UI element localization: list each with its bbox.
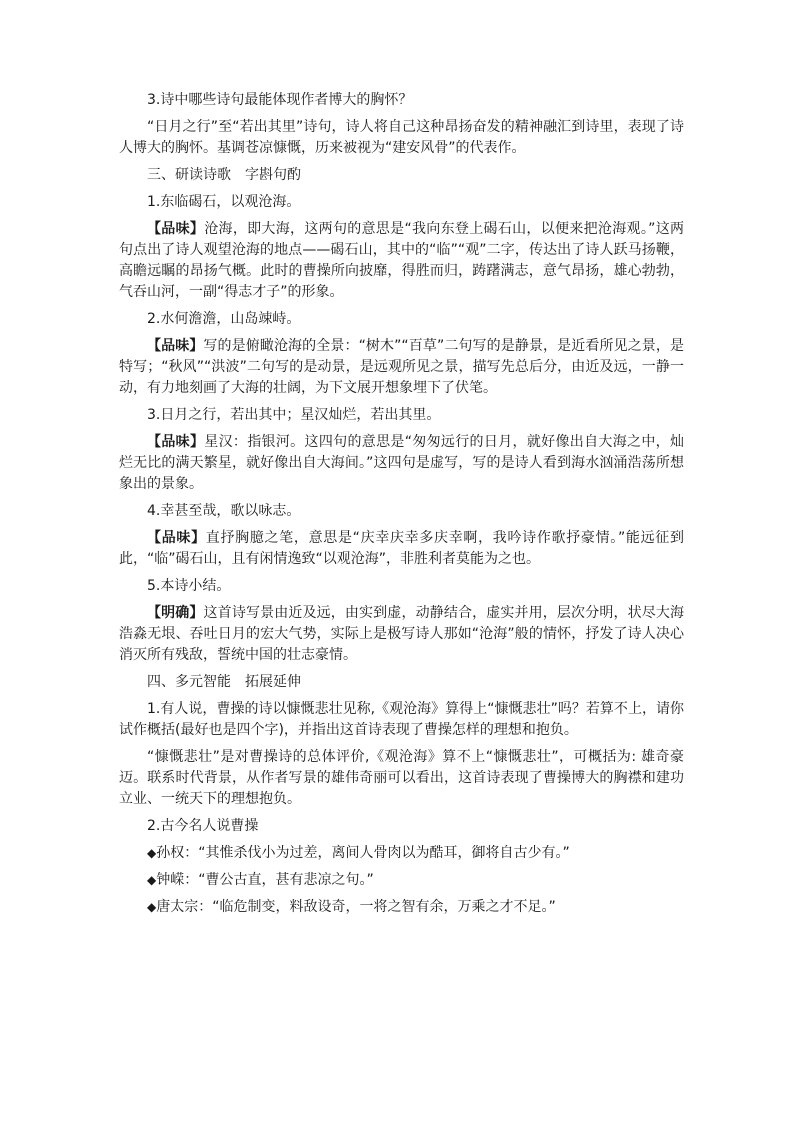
diamond-bullet-icon: ◆ bbox=[147, 846, 157, 860]
section-heading-4 bbox=[119, 672, 684, 693]
summary-text bbox=[119, 603, 684, 666]
text: 沧海，即大海，这两句的意思是“我向东登上碣石山，以便来把沧海观。”这两句点出了诗人观望沧海的地点——碣石山，其中的“临”“观”二字，传达出了诗人跃马扬鞭，高瞻远瞩的昂扬气概。此时的曹操所向披靡，得胜而归，踌躇满志，意气昂扬，雄心勃勃，气吞山河，一副“得志才子”的形象。 bbox=[119, 221, 684, 300]
text: 星汉：指银河。这四句的意思是“匆匆远行的日月，就好像出自大海之中，灿烂无比的满天繁星，就好像出自大海间。”这四句是虚写，写的是诗人看到海水汹涌浩荡所想象出的景象。 bbox=[119, 434, 684, 492]
text: 四、多元智能 拓展延伸 bbox=[147, 674, 301, 690]
tag-pinwei: 【品味】 bbox=[147, 338, 204, 354]
text: 直抒胸臆之笔，意思是“庆幸庆幸多庆幸啊，我吟诗作歌抒豪情。”能远征到此，“临”碣石山，且有闲情逸致“以观沧海”，非胜利者莫能为之也。 bbox=[119, 530, 684, 567]
text: 4.幸甚至哉，歌以咏志。 bbox=[147, 503, 301, 519]
diamond-bullet-icon: ◆ bbox=[147, 873, 157, 887]
extension-answer-1 bbox=[119, 747, 684, 810]
text: 孙权：“其惟杀伐小为过差，离间人骨肉以为酷耳，御将自古少有。” bbox=[156, 845, 570, 861]
text: 3.诗中哪些诗句最能体现作者博大的胸怀？ bbox=[147, 92, 413, 108]
text: 5.本诗小结。 bbox=[147, 578, 231, 594]
text: “慷慨悲壮”是对曹操诗的总体评价,《观沧海》算不上“慷慨悲壮”，可概括为: 雄奇豪迈。联系时代背景，从作者写景的雄伟奇丽可以看出，这首诗表现了曹操博大的胸襟和建功立业、一统天下的理想抱负。 bbox=[119, 749, 684, 807]
tag-pinwei: 【品味】 bbox=[147, 530, 206, 546]
extension-heading-2 bbox=[119, 816, 684, 837]
quote-zhongrong bbox=[119, 870, 684, 891]
text: 写的是俯瞰沧海的全景：“树木”“百草”二句写的是静景，是近看所见之景，是特写；“秋风”“洪波”二句写的是动景，是远观所见之景，描写先总后分，由近及远，一静一动，有力地刻画了大海的壮阔，为下文展开想象埋下了伏笔。 bbox=[119, 338, 684, 396]
tag-pinwei: 【品味】 bbox=[147, 434, 205, 450]
text: 3.日月之行，若出其中；星汉灿烂，若出其里。 bbox=[147, 407, 441, 423]
poem-line-1 bbox=[119, 192, 684, 213]
text: 三、研读诗歌 字斟句酌 bbox=[147, 167, 301, 183]
text: “日月之行”至“若出其里”诗句，诗人将自己这种昂扬奋发的精神融汇到诗里，表现了诗人博大的胸怀。基调苍凉慷慨，历来被视为“建安风骨”的代表作。 bbox=[119, 119, 684, 156]
quote-tangtaizong bbox=[119, 897, 684, 918]
poem-line-4 bbox=[119, 501, 684, 522]
appreciation-4 bbox=[119, 528, 684, 570]
answer-3 bbox=[119, 117, 684, 159]
appreciation-1 bbox=[119, 219, 684, 303]
diamond-bullet-icon: ◆ bbox=[147, 900, 157, 914]
poem-line-3 bbox=[119, 405, 684, 426]
text: 钟嵘：“曹公古直，甚有悲凉之句。” bbox=[156, 872, 374, 888]
quote-sunquan bbox=[119, 843, 684, 864]
question-3 bbox=[119, 90, 684, 111]
text: 这首诗写景由近及远，由实到虚，动静结合，虚实并用，层次分明，状尽大海浩淼无垠、吞吐日月的宏大气势，实际上是极写诗人那如“沧海”般的情怀，抒发了诗人决心消灭所有残敌，誓统中国的壮志豪情。 bbox=[119, 605, 685, 663]
text: 2.古今名人说曹操 bbox=[147, 818, 259, 834]
appreciation-3 bbox=[119, 432, 684, 495]
text: 1.东临碣石，以观沧海。 bbox=[147, 194, 301, 210]
poem-line-2 bbox=[119, 309, 684, 330]
section-heading-3 bbox=[119, 165, 684, 186]
text: 2.水何澹澹，山岛竦峙。 bbox=[147, 311, 301, 327]
text: 1.有人说，曹操的诗以慷慨悲壮见称,《观沧海》算得上“慷慨悲壮”吗？若算不上，请你试作概括(最好也是四个字)，并指出这首诗表现了曹操怎样的理想和抱负。 bbox=[119, 701, 684, 738]
tag-mingque: 【明确】 bbox=[147, 605, 204, 621]
tag-pinwei: 【品味】 bbox=[147, 221, 205, 237]
text: 唐太宗：“临危制变，料敌设奇，一将之智有余，万乘之才不足。” bbox=[156, 899, 556, 915]
summary-heading bbox=[119, 576, 684, 597]
extension-question-1 bbox=[119, 699, 684, 741]
appreciation-2 bbox=[119, 336, 684, 399]
